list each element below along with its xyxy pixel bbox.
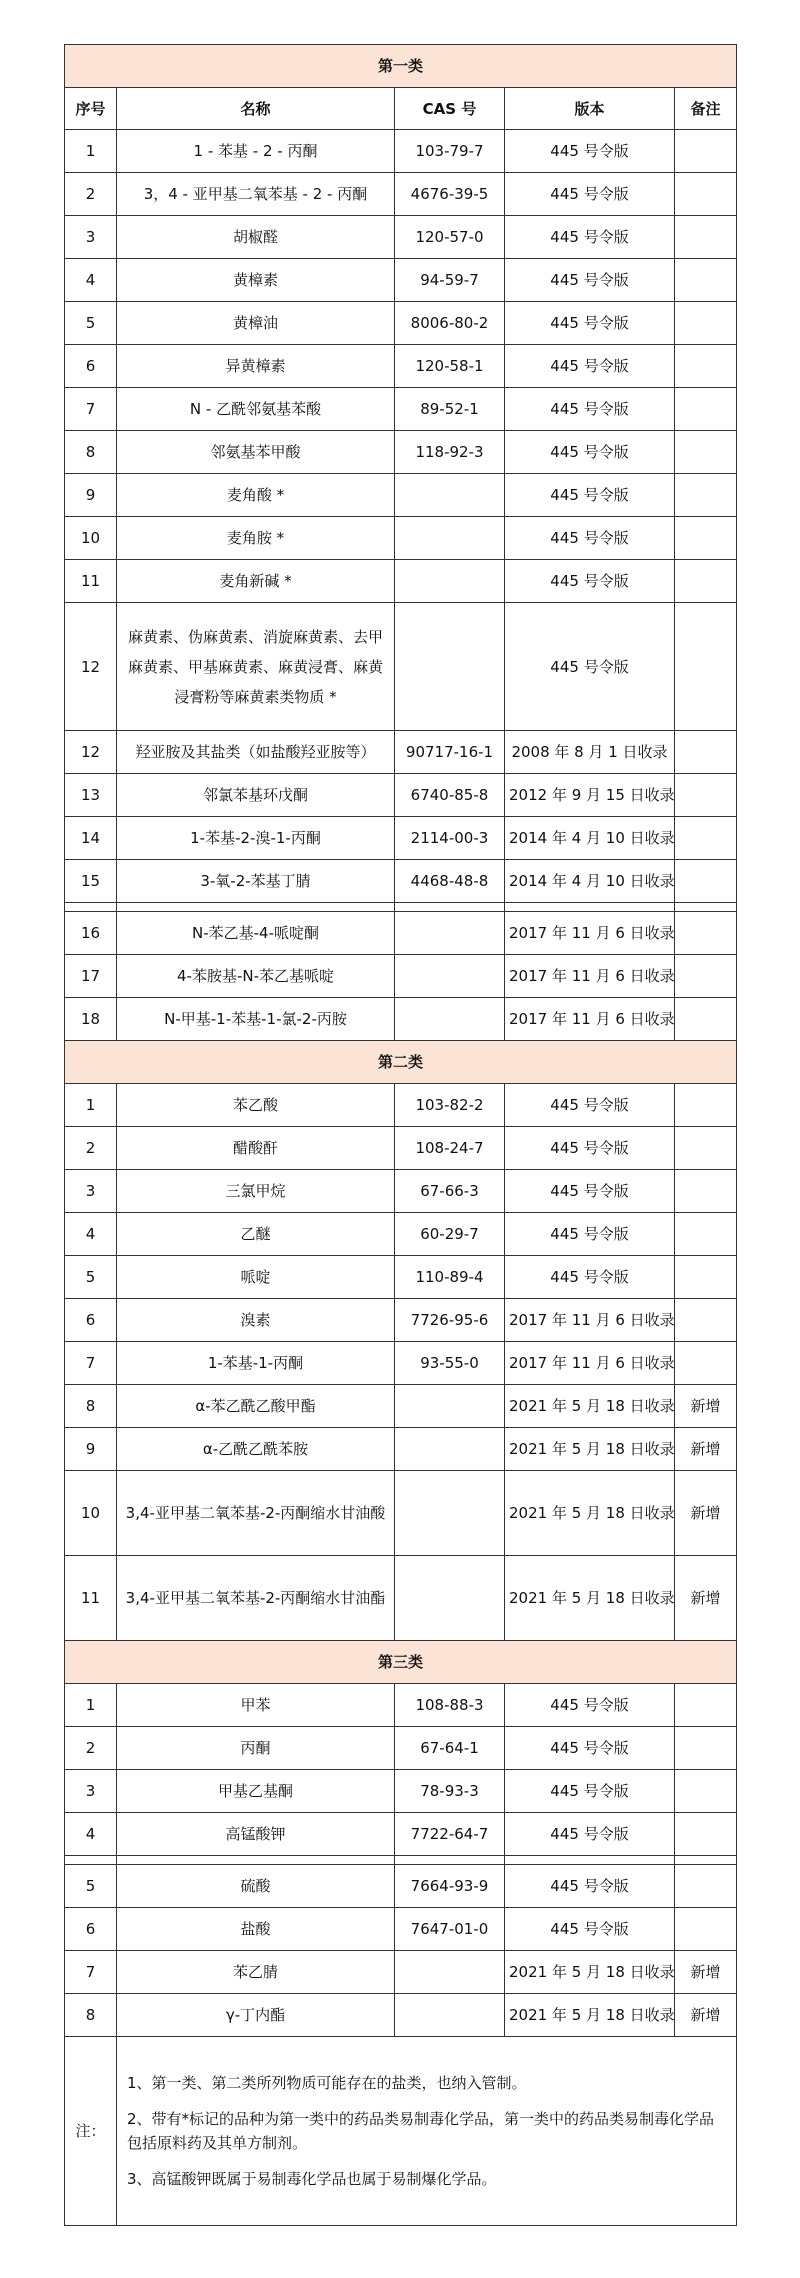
cell-remark xyxy=(675,1770,737,1813)
gap-cell xyxy=(505,903,675,912)
gap-cell xyxy=(395,903,505,912)
cell-version: 445 号令版 xyxy=(505,302,675,345)
cell-remark xyxy=(675,1908,737,1951)
cell-remark xyxy=(675,560,737,603)
cell-no: 7 xyxy=(65,1342,117,1385)
cell-version: 445 号令版 xyxy=(505,1770,675,1813)
cell-no: 14 xyxy=(65,817,117,860)
cell-no: 5 xyxy=(65,1865,117,1908)
cell-name: 丙酮 xyxy=(117,1727,395,1770)
cell-remark xyxy=(675,259,737,302)
table-row xyxy=(65,912,737,955)
cell-no: 6 xyxy=(65,1299,117,1342)
section-title: 第三类 xyxy=(65,1641,737,1684)
cell-no: 10 xyxy=(65,1471,117,1556)
cell-remark: 新增 xyxy=(675,1428,737,1471)
cell-no: 2 xyxy=(65,1127,117,1170)
cell-version: 2021 年 5 月 18 日收录 xyxy=(505,1556,675,1641)
cell-remark xyxy=(675,388,737,431)
cell-remark xyxy=(675,431,737,474)
cell-version: 445 号令版 xyxy=(505,1084,675,1127)
note-line: 1、第一类、第二类所列物质可能存在的盐类，也纳入管制。 xyxy=(127,2074,527,2092)
cell-no: 1 xyxy=(65,1084,117,1127)
cell-name: 三氯甲烷 xyxy=(117,1170,395,1213)
cell-name: 3-氧-2-苯基丁腈 xyxy=(117,860,395,903)
cell-version: 445 号令版 xyxy=(505,560,675,603)
cell-cas xyxy=(395,1428,505,1471)
cell-name: 异黄樟素 xyxy=(117,345,395,388)
cell-remark xyxy=(675,1213,737,1256)
cell-name: 麦角新碱 * xyxy=(117,560,395,603)
cell-version: 445 号令版 xyxy=(505,1684,675,1727)
cell-remark xyxy=(675,474,737,517)
cell-no: 8 xyxy=(65,1994,117,2037)
cell-version: 445 号令版 xyxy=(505,130,675,173)
table-row xyxy=(65,345,737,388)
table-row xyxy=(65,1127,737,1170)
table-row xyxy=(65,1556,737,1641)
notes-row xyxy=(65,2037,737,2226)
cell-remark xyxy=(675,998,737,1041)
cell-version: 2017 年 11 月 6 日收录 xyxy=(505,1342,675,1385)
table-row xyxy=(65,1908,737,1951)
cell-remark xyxy=(675,1727,737,1770)
table-row xyxy=(65,1684,737,1727)
cell-name: N-苯乙基-4-哌啶酮 xyxy=(117,912,395,955)
notes-body xyxy=(117,2037,737,2226)
table-row xyxy=(65,774,737,817)
cell-name: 麦角酸 * xyxy=(117,474,395,517)
cell-cas: 103-79-7 xyxy=(395,130,505,173)
cell-remark: 新增 xyxy=(675,1994,737,2037)
col-header-no: 序号 xyxy=(65,88,117,130)
cell-version: 445 号令版 xyxy=(505,259,675,302)
section-title: 第二类 xyxy=(65,1041,737,1084)
cell-remark: 新增 xyxy=(675,1471,737,1556)
cell-cas: 67-64-1 xyxy=(395,1727,505,1770)
table-row xyxy=(65,1256,737,1299)
gap-cell xyxy=(117,903,395,912)
cell-no: 2 xyxy=(65,173,117,216)
cell-no: 4 xyxy=(65,1813,117,1856)
note-line: 2、带有*标记的品种为第一类中的药品类易制毒化学品，第一类中的药品类易制毒化学品包括原料药及其单方制剂。 xyxy=(127,2110,715,2152)
table-row xyxy=(65,1385,737,1428)
table-row xyxy=(65,1865,737,1908)
cell-no: 7 xyxy=(65,1951,117,1994)
cell-remark xyxy=(675,1684,737,1727)
cell-remark: 新增 xyxy=(675,1385,737,1428)
cell-name: 乙醚 xyxy=(117,1213,395,1256)
cell-cas: 78-93-3 xyxy=(395,1770,505,1813)
cell-cas xyxy=(395,1385,505,1428)
cell-version: 445 号令版 xyxy=(505,1127,675,1170)
cell-no: 5 xyxy=(65,1256,117,1299)
cell-version: 2008 年 8 月 1 日收录 xyxy=(505,731,675,774)
table-row xyxy=(65,1770,737,1813)
cell-remark xyxy=(675,517,737,560)
cell-version: 445 号令版 xyxy=(505,1256,675,1299)
cell-name: 甲苯 xyxy=(117,1684,395,1727)
cell-cas xyxy=(395,474,505,517)
table-row xyxy=(65,1727,737,1770)
table-row xyxy=(65,1428,737,1471)
table-row xyxy=(65,130,737,173)
table-row xyxy=(65,1213,737,1256)
cell-name: 3,4-亚甲基二氧苯基-2-丙酮缩水甘油酯 xyxy=(117,1556,395,1641)
cell-cas: 110-89-4 xyxy=(395,1256,505,1299)
cell-cas: 118-92-3 xyxy=(395,431,505,474)
cell-name: 邻氯苯基环戊酮 xyxy=(117,774,395,817)
cell-cas: 94-59-7 xyxy=(395,259,505,302)
cell-name: 麻黄素、伪麻黄素、消旋麻黄素、去甲麻黄素、甲基麻黄素、麻黄浸膏、麻黄浸膏粉等麻黄素类物质 * xyxy=(117,603,395,731)
cell-cas: 120-57-0 xyxy=(395,216,505,259)
cell-no: 11 xyxy=(65,560,117,603)
gap-cell xyxy=(65,903,117,912)
cell-cas xyxy=(395,1951,505,1994)
cell-no: 3 xyxy=(65,1770,117,1813)
table-row xyxy=(65,560,737,603)
cell-version: 2017 年 11 月 6 日收录 xyxy=(505,1299,675,1342)
cell-name: 苯乙酸 xyxy=(117,1084,395,1127)
cell-no: 3 xyxy=(65,1170,117,1213)
cell-cas: 8006-80-2 xyxy=(395,302,505,345)
cell-cas: 89-52-1 xyxy=(395,388,505,431)
table-row xyxy=(65,1813,737,1856)
cell-remark xyxy=(675,731,737,774)
cell-name: 麦角胺 * xyxy=(117,517,395,560)
cell-version: 2014 年 4 月 10 日收录 xyxy=(505,817,675,860)
cell-no: 1 xyxy=(65,130,117,173)
cell-name: 哌啶 xyxy=(117,1256,395,1299)
cell-name: α-苯乙酰乙酸甲酯 xyxy=(117,1385,395,1428)
cell-name: 1 - 苯基 - 2 - 丙酮 xyxy=(117,130,395,173)
cell-no: 4 xyxy=(65,259,117,302)
cell-remark: 新增 xyxy=(675,1951,737,1994)
cell-no: 3 xyxy=(65,216,117,259)
cell-name: 黄樟素 xyxy=(117,259,395,302)
cell-cas: 7647-01-0 xyxy=(395,1908,505,1951)
table-row xyxy=(65,955,737,998)
table-body xyxy=(65,45,737,2226)
table-row xyxy=(65,216,737,259)
cell-cas: 7722-64-7 xyxy=(395,1813,505,1856)
cell-no: 2 xyxy=(65,1727,117,1770)
cell-no: 6 xyxy=(65,345,117,388)
table-row xyxy=(65,603,737,731)
cell-cas: 120-58-1 xyxy=(395,345,505,388)
cell-remark xyxy=(675,1256,737,1299)
col-header-remark: 备注 xyxy=(675,88,737,130)
cell-no: 17 xyxy=(65,955,117,998)
cell-remark xyxy=(675,130,737,173)
table-row xyxy=(65,302,737,345)
cell-version: 445 号令版 xyxy=(505,1170,675,1213)
cell-cas: 7664-93-9 xyxy=(395,1865,505,1908)
cell-remark: 新增 xyxy=(675,1556,737,1641)
table-row xyxy=(65,998,737,1041)
cell-version: 2017 年 11 月 6 日收录 xyxy=(505,912,675,955)
cell-remark xyxy=(675,1342,737,1385)
row-gap xyxy=(65,1856,737,1865)
cell-version: 445 号令版 xyxy=(505,388,675,431)
col-header-cas: CAS 号 xyxy=(395,88,505,130)
cell-name: 1-苯基-2-溴-1-丙酮 xyxy=(117,817,395,860)
gap-cell xyxy=(505,1856,675,1865)
cell-cas xyxy=(395,912,505,955)
cell-no: 16 xyxy=(65,912,117,955)
cell-remark xyxy=(675,1299,737,1342)
cell-no: 11 xyxy=(65,1556,117,1641)
gap-cell xyxy=(117,1856,395,1865)
cell-version: 445 号令版 xyxy=(505,517,675,560)
gap-cell xyxy=(65,1856,117,1865)
cell-no: 18 xyxy=(65,998,117,1041)
cell-name: 羟亚胺及其盐类（如盐酸羟亚胺等） xyxy=(117,731,395,774)
cell-name: 4-苯胺基-N-苯乙基哌啶 xyxy=(117,955,395,998)
cell-cas: 103-82-2 xyxy=(395,1084,505,1127)
cell-version: 445 号令版 xyxy=(505,345,675,388)
cell-remark xyxy=(675,345,737,388)
cell-cas: 6740-85-8 xyxy=(395,774,505,817)
cell-name: 3,4-亚甲基二氧苯基-2-丙酮缩水甘油酸 xyxy=(117,1471,395,1556)
cell-cas xyxy=(395,955,505,998)
table-row xyxy=(65,817,737,860)
cell-name: 溴素 xyxy=(117,1299,395,1342)
table-row xyxy=(65,1084,737,1127)
table-row xyxy=(65,173,737,216)
row-gap xyxy=(65,903,737,912)
table-row xyxy=(65,431,737,474)
column-header-row xyxy=(65,88,737,130)
cell-version: 2017 年 11 月 6 日收录 xyxy=(505,998,675,1041)
cell-remark xyxy=(675,774,737,817)
cell-cas xyxy=(395,1556,505,1641)
cell-remark xyxy=(675,860,737,903)
cell-remark xyxy=(675,1170,737,1213)
cell-name: 黄樟油 xyxy=(117,302,395,345)
cell-remark xyxy=(675,955,737,998)
notes-label: 注： xyxy=(65,2037,117,2226)
cell-version: 2021 年 5 月 18 日收录 xyxy=(505,1994,675,2037)
cell-name: γ-丁内酯 xyxy=(117,1994,395,2037)
cell-no: 6 xyxy=(65,1908,117,1951)
note-line: 3、高锰酸钾既属于易制毒化学品也属于易制爆化学品。 xyxy=(127,2170,497,2188)
section-row-3 xyxy=(65,1641,737,1684)
cell-remark xyxy=(675,603,737,731)
cell-remark xyxy=(675,1865,737,1908)
table-row xyxy=(65,1342,737,1385)
cell-cas: 90717-16-1 xyxy=(395,731,505,774)
cell-name: α-乙酰乙酰苯胺 xyxy=(117,1428,395,1471)
cell-version: 445 号令版 xyxy=(505,431,675,474)
table-row xyxy=(65,731,737,774)
cell-remark xyxy=(675,216,737,259)
cell-version: 2021 年 5 月 18 日收录 xyxy=(505,1951,675,1994)
cell-name: 1-苯基-1-丙酮 xyxy=(117,1342,395,1385)
precursor-chemicals-table-wrapper xyxy=(64,44,736,2226)
cell-version: 2021 年 5 月 18 日收录 xyxy=(505,1428,675,1471)
cell-name: 邻氨基苯甲酸 xyxy=(117,431,395,474)
cell-cas xyxy=(395,560,505,603)
cell-cas: 4676-39-5 xyxy=(395,173,505,216)
cell-remark xyxy=(675,1084,737,1127)
cell-cas: 2114-00-3 xyxy=(395,817,505,860)
precursor-chemicals-table xyxy=(64,44,737,2226)
cell-no: 12 xyxy=(65,603,117,731)
cell-name: N-甲基-1-苯基-1-氯-2-丙胺 xyxy=(117,998,395,1041)
cell-version: 445 号令版 xyxy=(505,1908,675,1951)
cell-cas: 67-66-3 xyxy=(395,1170,505,1213)
table-row xyxy=(65,1994,737,2037)
cell-name: 硫酸 xyxy=(117,1865,395,1908)
cell-no: 9 xyxy=(65,474,117,517)
gap-cell xyxy=(395,1856,505,1865)
cell-remark xyxy=(675,302,737,345)
table-row xyxy=(65,1299,737,1342)
table-row xyxy=(65,474,737,517)
table-row xyxy=(65,1170,737,1213)
cell-remark xyxy=(675,912,737,955)
col-header-name: 名称 xyxy=(117,88,395,130)
table-row xyxy=(65,1471,737,1556)
table-row xyxy=(65,388,737,431)
cell-remark xyxy=(675,173,737,216)
section-row-2 xyxy=(65,1041,737,1084)
cell-version: 445 号令版 xyxy=(505,474,675,517)
gap-cell xyxy=(675,903,737,912)
cell-name: 苯乙腈 xyxy=(117,1951,395,1994)
cell-no: 5 xyxy=(65,302,117,345)
cell-no: 13 xyxy=(65,774,117,817)
cell-no: 1 xyxy=(65,1684,117,1727)
cell-cas xyxy=(395,517,505,560)
cell-no: 4 xyxy=(65,1213,117,1256)
cell-version: 2014 年 4 月 10 日收录 xyxy=(505,860,675,903)
cell-cas: 93-55-0 xyxy=(395,1342,505,1385)
cell-version: 2021 年 5 月 18 日收录 xyxy=(505,1471,675,1556)
table-row xyxy=(65,1951,737,1994)
cell-cas xyxy=(395,1994,505,2037)
cell-cas: 108-88-3 xyxy=(395,1684,505,1727)
cell-no: 15 xyxy=(65,860,117,903)
cell-no: 8 xyxy=(65,431,117,474)
cell-version: 445 号令版 xyxy=(505,216,675,259)
table-row xyxy=(65,259,737,302)
cell-name: 3，4 - 亚甲基二氧苯基 - 2 - 丙酮 xyxy=(117,173,395,216)
cell-cas xyxy=(395,1471,505,1556)
cell-cas: 60-29-7 xyxy=(395,1213,505,1256)
cell-cas: 108-24-7 xyxy=(395,1127,505,1170)
cell-version: 445 号令版 xyxy=(505,1813,675,1856)
cell-no: 10 xyxy=(65,517,117,560)
cell-version: 445 号令版 xyxy=(505,1727,675,1770)
cell-name: 胡椒醛 xyxy=(117,216,395,259)
cell-no: 9 xyxy=(65,1428,117,1471)
cell-version: 2021 年 5 月 18 日收录 xyxy=(505,1385,675,1428)
section-row-1 xyxy=(65,45,737,88)
cell-no: 8 xyxy=(65,1385,117,1428)
table-row xyxy=(65,860,737,903)
cell-remark xyxy=(675,817,737,860)
cell-remark xyxy=(675,1127,737,1170)
col-header-version: 版本 xyxy=(505,88,675,130)
cell-no: 12 xyxy=(65,731,117,774)
cell-cas: 4468-48-8 xyxy=(395,860,505,903)
cell-name: 甲基乙基酮 xyxy=(117,1770,395,1813)
cell-cas: 7726-95-6 xyxy=(395,1299,505,1342)
cell-name: 醋酸酐 xyxy=(117,1127,395,1170)
cell-name: 盐酸 xyxy=(117,1908,395,1951)
cell-cas xyxy=(395,998,505,1041)
cell-version: 445 号令版 xyxy=(505,173,675,216)
table-row xyxy=(65,517,737,560)
cell-name: N - 乙酰邻氨基苯酸 xyxy=(117,388,395,431)
section-title: 第一类 xyxy=(65,45,737,88)
cell-version: 445 号令版 xyxy=(505,603,675,731)
cell-version: 2012 年 9 月 15 日收录 xyxy=(505,774,675,817)
cell-remark xyxy=(675,1813,737,1856)
cell-no: 7 xyxy=(65,388,117,431)
cell-cas xyxy=(395,603,505,731)
cell-version: 445 号令版 xyxy=(505,1213,675,1256)
gap-cell xyxy=(675,1856,737,1865)
cell-name: 高锰酸钾 xyxy=(117,1813,395,1856)
cell-version: 445 号令版 xyxy=(505,1865,675,1908)
cell-version: 2017 年 11 月 6 日收录 xyxy=(505,955,675,998)
